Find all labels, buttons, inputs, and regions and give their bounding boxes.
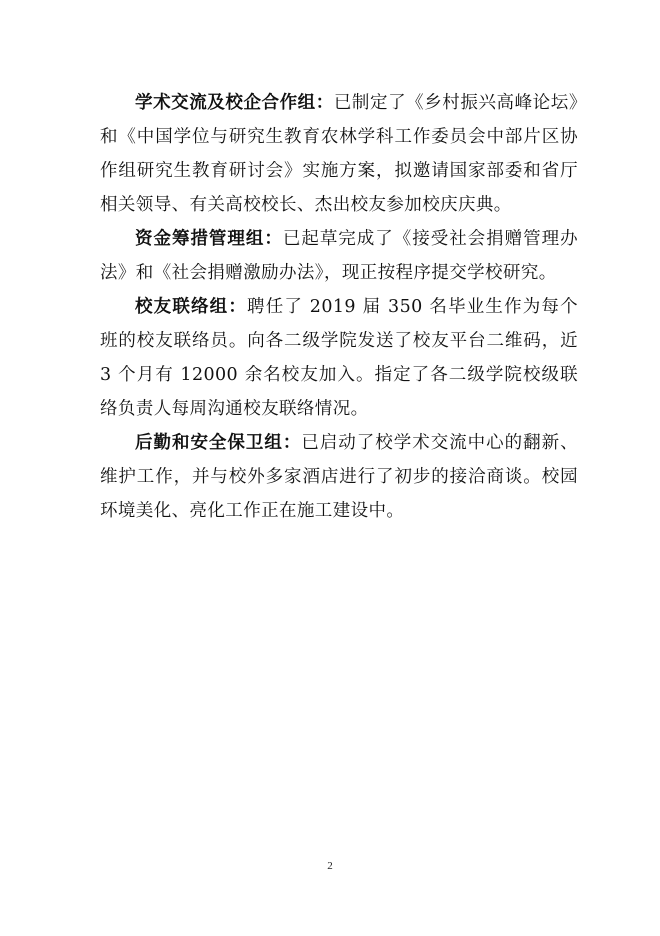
page-number: 2 <box>327 860 333 872</box>
paragraph-text: 已启动了校学术交流中心的翻新、维护工作，并与校外多家酒店进行了初步的接洽商谈。校园环境美化、亮化工作正在施工建设中。 <box>100 433 578 521</box>
paragraph-heading: 校友联络组： <box>135 297 248 317</box>
paragraph-text: 已制定了《乡村振兴高峰论坛》和《中国学位与研究生教育农林学科工作委员会中部片区协作组研究生教育研讨会》实施方案，拟邀请国家部委和省厅相关领导、有关高校校长、杰出校友参加校庆庆典。 <box>100 93 578 215</box>
paragraph-academic-exchange <box>100 86 578 222</box>
paragraph-heading: 资金筹措管理组： <box>135 229 283 249</box>
paragraph-alumni-liaison <box>100 290 578 426</box>
document-body <box>100 86 578 528</box>
paragraph-heading: 学术交流及校企合作组： <box>135 93 334 113</box>
paragraph-text: 聘任了 2019 届 350 名毕业生作为每个班的校友联络员。向各二级学院发送了校友平台二维码，近 3 个月有 12000 余名校友加入。指定了各二级学院校级联络负责人每周沟通校友联络情况。 <box>100 297 578 419</box>
paragraph-heading: 后勤和安全保卫组： <box>135 433 302 453</box>
paragraph-text: 已起草完成了《接受社会捐赠管理办法》和《社会捐赠激励办法》，现正按程序提交学校研究。 <box>100 229 578 283</box>
paragraph-logistics-security <box>100 426 578 528</box>
paragraph-fund-raising <box>100 222 578 290</box>
